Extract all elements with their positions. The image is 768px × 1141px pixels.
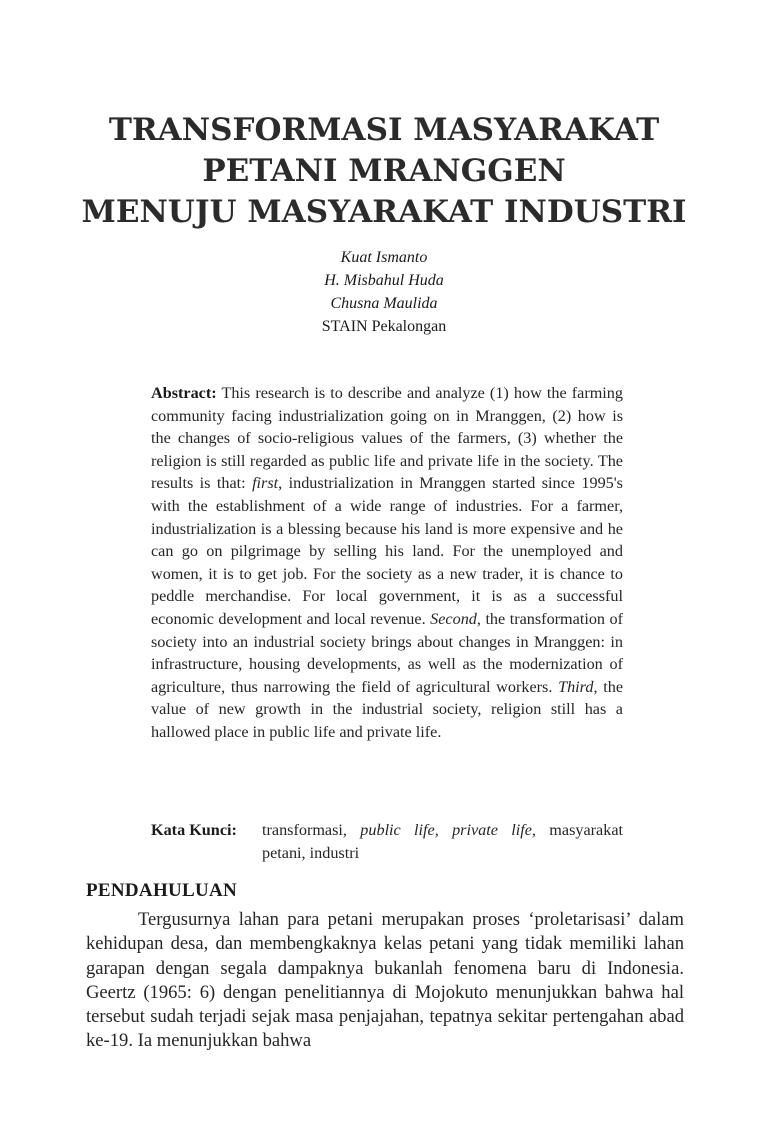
abstract-text-2: , industrialization in Mranggen started since 1995's with the establishment of a wide range of industries. For a farmer, industrialization is a blessing because his land is more expensive and he can go on pilgrimage by selling his land. For the unemployed and women, it is to get job. For the society as a new trader, it is chance to peddle merchandise. For local government, it is as a successful economic development and local revenue. bbox=[151, 474, 623, 628]
abstract-third: Third bbox=[558, 677, 594, 696]
keywords-text bbox=[262, 819, 623, 864]
title-line-3: MENUJU MASYARAKAT INDUSTRI bbox=[81, 194, 687, 230]
keywords-text-1: transformasi, bbox=[262, 821, 361, 839]
author-name: H. Misbahul Huda bbox=[324, 272, 444, 289]
abstract-second: Second bbox=[430, 609, 477, 628]
author-name: Kuat Ismanto bbox=[340, 249, 428, 266]
keywords-italic: public life, private life, bbox=[360, 821, 536, 839]
abstract bbox=[151, 382, 623, 744]
keywords-text-2: masyarakat petani, industri bbox=[262, 821, 623, 862]
abstract-text-3: , the transformation of society into an industrial society brings about changes in Mranggen: in infrastructure, housing developments, as well as the modernization of agriculture, thus narrowing the field of agricultural workers. bbox=[151, 609, 623, 696]
section-heading: PENDAHULUAN bbox=[86, 880, 238, 901]
title-line-2: PETANI MRANGGEN bbox=[202, 153, 566, 189]
body-paragraph: Tergusurnya lahan para petani merupakan proses ‘proletarisasi’ dalam kehidupan desa, dan membengkaknya kelas petani yang tidak memiliki lahan garapan dengan segala dampaknya bukanlah fenomena baru di Indonesia. Geertz (1965: 6) dengan penelitiannya di Mojokuto menunjukkan bahwa hal tersebut sudah terjadi sejak masa penjajahan, tepatnya sekitar pertengahan abad ke-19. Ia menunjukkan bahwa bbox=[86, 909, 684, 1052]
body-text bbox=[86, 908, 684, 1054]
keywords bbox=[151, 819, 623, 864]
author-block bbox=[184, 246, 584, 338]
abstract-text-1: This research is to describe and analyze (1) how the farming community facing industrialization going on in Mranggen, (2) how is the changes of socio-religious values of the farmers, (3) whether the religion is still regarded as public life and private life in the society. The results is that: bbox=[151, 384, 623, 493]
author-institution: STAIN Pekalongan bbox=[321, 318, 447, 335]
abstract-first: first bbox=[252, 474, 279, 493]
title-line-1: TRANSFORMASI MASYARAKAT bbox=[108, 112, 660, 148]
keywords-label: Kata Kunci: bbox=[151, 821, 237, 839]
abstract-text-4: , the value of new growth in the industrial society, religion still has a hallowed place in public life and private life. bbox=[151, 677, 624, 741]
paper-title bbox=[60, 110, 708, 233]
abstract-label: Abstract: bbox=[151, 384, 217, 402]
author-name: Chusna Maulida bbox=[330, 295, 438, 312]
